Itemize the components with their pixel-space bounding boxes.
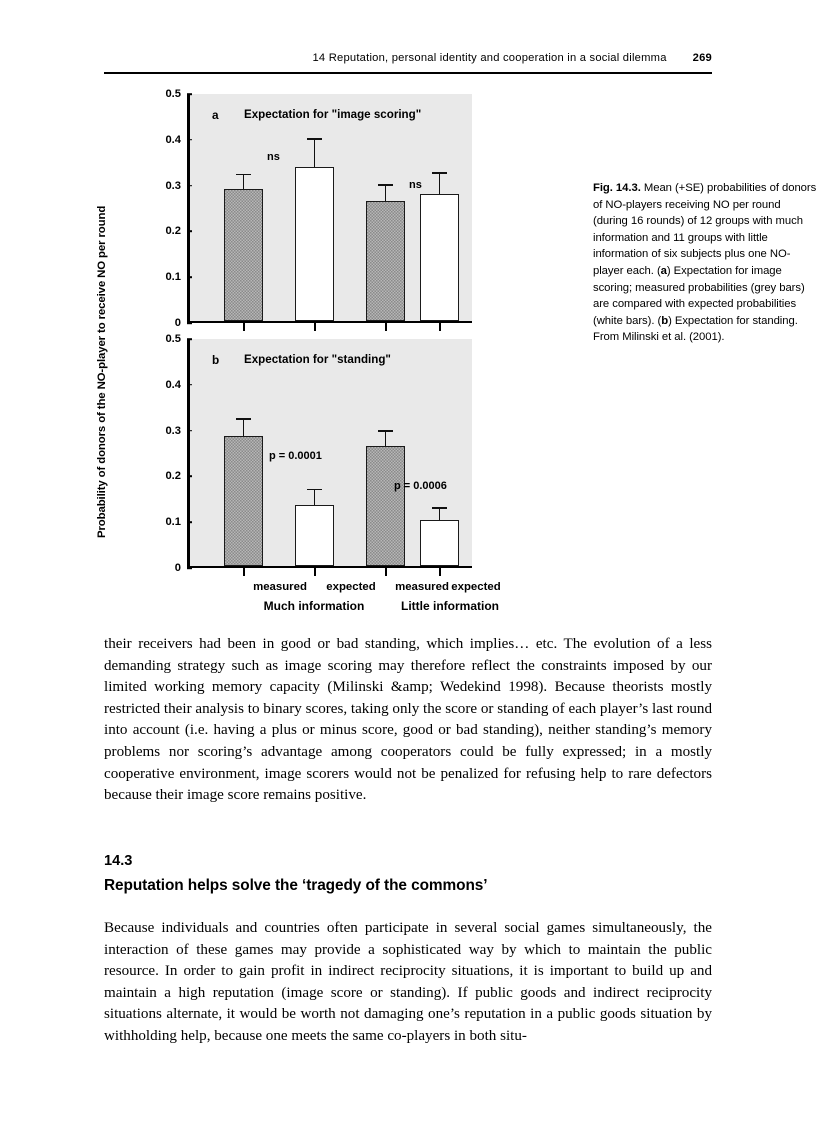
error-bar-a-much-measured xyxy=(243,174,245,190)
error-cap-b-much-expected xyxy=(307,489,322,491)
y-axis-a xyxy=(187,94,190,323)
x-tick-b-3 xyxy=(385,568,387,576)
y-tick-label: 0 xyxy=(174,317,181,329)
error-cap-b-little-expected xyxy=(432,507,447,509)
error-cap-a-much-expected xyxy=(307,138,322,140)
running-head xyxy=(104,52,712,64)
bar-a-little-expected xyxy=(420,194,459,321)
panel-letter-b: b xyxy=(212,353,220,367)
y-tick-label: 0.5 xyxy=(165,88,181,100)
error-cap-a-little-expected xyxy=(432,172,447,174)
panel-title-a: Expectation for "image scoring" xyxy=(244,108,422,121)
bar-b-much-expected xyxy=(295,505,334,566)
x-tick-b-2 xyxy=(314,568,316,576)
y-tick-label: 0.2 xyxy=(165,470,181,483)
error-bar-a-little-expected xyxy=(439,172,441,194)
x-category-label-2: expected xyxy=(326,581,376,593)
caption-run-5: ) Expectation for standing. From Milinski et al. (2001). xyxy=(593,314,798,344)
caption-run-0: Fig. 14.3. xyxy=(593,182,641,194)
body-paragraph-2: Because individuals and countries often participate in several social games simultaneously, the interaction of these games may provide a sophisticated way by which to maintain the public resource. In order to gain profit in indirect reciprocity situations, it is important to build up and maintain a high reputation (image score or standing). If public goods and indirect reciprocity situations alternate, it would be worth not damaging one’s reputation in a public goods situation by withholding help, because one meets the same co-players in both situ- xyxy=(104,920,712,1044)
section-title: Reputation helps solve the ‘tragedy of the commons’ xyxy=(104,877,488,894)
bar-a-little-measured xyxy=(366,201,405,322)
x-tick-a-1 xyxy=(243,323,245,331)
x-group-label-much: Much information xyxy=(263,599,365,613)
caption-run-4: b xyxy=(661,314,669,327)
error-bar-b-little-expected xyxy=(439,507,441,520)
caption-run-1: Mean (+SE) probabilities of donors of NO-players receiving NO per round (during 16 rounds) of 12 groups with much information and 11 groups with little information of six subjects plus one NO-player each. ( xyxy=(593,182,816,277)
body-paragraph-1: their receivers had been in good or bad standing, which implies… etc. The evolution of a less demanding strategy such as image scoring may therefore reflect the constraints imposed by our limited working memory capacity (Milinski &amp; Wedekind 1998). Because theorists mostly restricted their analysis to binary scores, taking only the score or standing of each player’s last round into account (i.e. having a plus or minus score, good or bad standing), neither standing’s memory problems nor scoring’s advantage among cooperators could be fully expressed; in a mostly cooperative environment, image scorers would not be penalized for refusing help to rare defectors because their image score remains positive. xyxy=(104,636,712,804)
bar-b-little-measured xyxy=(366,446,405,566)
y-tick-label: 0.4 xyxy=(165,133,181,146)
y-tick-label: 0.1 xyxy=(165,516,181,529)
y-tick-label: 0.4 xyxy=(165,378,181,391)
figure-14-3 xyxy=(96,88,816,628)
bar-a-much-measured xyxy=(224,189,263,321)
error-bar-a-much-expected xyxy=(314,138,316,167)
annotation-a-little: ns xyxy=(409,179,422,191)
y-tick-label: 0.3 xyxy=(165,179,181,192)
error-cap-b-much-measured xyxy=(236,418,251,420)
error-bar-b-little-measured xyxy=(385,430,387,446)
y-tick-label: 0.3 xyxy=(165,424,181,437)
panel-title-b: Expectation for "standing" xyxy=(244,353,391,366)
x-tick-b-4 xyxy=(439,568,441,576)
page-number: 269 xyxy=(692,52,712,64)
chart-panel-b xyxy=(150,333,501,613)
bar-a-much-expected xyxy=(295,167,334,321)
bar-b-little-expected xyxy=(420,520,459,566)
error-cap-b-little-measured xyxy=(378,430,393,432)
error-bar-a-little-measured xyxy=(385,184,387,201)
x-group-label-little: Little information xyxy=(401,599,499,613)
annotation-b-much: p = 0.0001 xyxy=(269,450,322,462)
caption-run-2: a xyxy=(660,264,667,277)
y-axis-title: Probability of donors of the NO-player to receive NO per round xyxy=(96,205,108,538)
y-tick-label: 0.5 xyxy=(165,333,181,345)
x-category-label-3: measured xyxy=(395,581,449,593)
section-number: 14.3 xyxy=(104,853,133,869)
error-bar-b-much-measured xyxy=(243,418,245,436)
x-tick-a-3 xyxy=(385,323,387,331)
running-head-title: 14 Reputation, personal identity and cooperation in a social dilemma xyxy=(312,52,667,64)
annotation-b-little: p = 0.0006 xyxy=(394,480,447,492)
x-tick-a-4 xyxy=(439,323,441,331)
annotation-a-much: ns xyxy=(267,151,280,163)
y-axis-b xyxy=(187,339,190,568)
caption-run-3: ) Expectation for image scoring; measured probabilities (grey bars) are compared with expected probabilities (white bars). ( xyxy=(593,264,805,327)
y-tick-label: 0.2 xyxy=(165,225,181,238)
error-cap-a-much-measured xyxy=(236,174,251,176)
x-axis-b xyxy=(187,566,472,568)
y-tick-label: 0.1 xyxy=(165,271,181,284)
x-axis-a xyxy=(187,321,472,323)
header-rule xyxy=(104,72,712,74)
error-cap-a-little-measured xyxy=(378,184,393,186)
bar-b-much-measured xyxy=(224,436,263,566)
panel-letter-a: a xyxy=(212,108,219,122)
y-tick-label: 0 xyxy=(174,562,181,574)
figure-caption xyxy=(593,180,816,346)
error-bar-b-much-expected xyxy=(314,489,316,506)
x-category-label-4: expected xyxy=(451,581,501,593)
chart-panel-a xyxy=(150,88,472,328)
x-tick-a-2 xyxy=(314,323,316,331)
x-tick-b-1 xyxy=(243,568,245,576)
x-category-label-1: measured xyxy=(253,581,307,593)
